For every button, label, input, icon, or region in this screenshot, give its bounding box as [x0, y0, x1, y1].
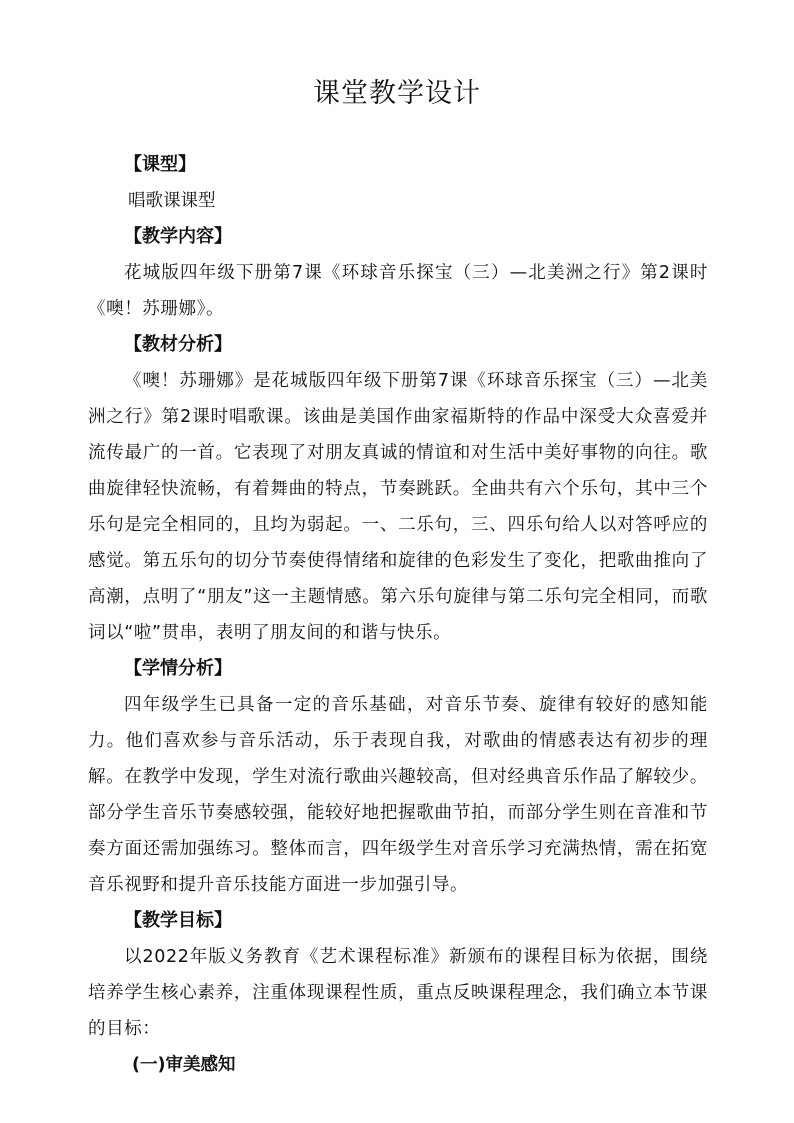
document-body	[88, 147, 708, 1083]
section-heading-students: 【学情分析】	[124, 658, 232, 679]
lesson-type-text: 唱歌课课型	[128, 191, 216, 211]
lesson-content-text: 花城版四年级下册第7课《环球音乐探宝（三）—北美洲之行》第2课时《噢！苏珊娜》。	[88, 263, 708, 319]
page-title: 课堂教学设计	[313, 78, 481, 109]
student-analysis-text: 四年级学生已具备一定的音乐基础，对音乐节奏、旋律有较好的感知能力。他们喜欢参与音乐活动，乐于表现自我，对歌曲的情感表达有初步的理解。在教学中发现，学生对流行歌曲兴趣较高，但对经典音乐作品了解较少。部分学生音乐节奏感较强，能较好地把握歌曲节拍，而部分学生则在音准和节奏方面还需加强练习。整体而言，四年级学生对音乐学习充满热情，需在拓宽音乐视野和提升音乐技能方面进一步加强引导。	[88, 695, 708, 895]
section-heading-material: 【教材分析】	[124, 334, 232, 355]
section-heading-content: 【教学内容】	[124, 226, 232, 247]
section-heading-goals: 【教学目标】	[124, 910, 232, 931]
teaching-goals-text: 以2022年版义务教育《艺术课程标准》新颁布的课程目标为依据，围绕培养学生核心素养，注重体现课程性质，重点反映课程理念，我们确立本节课的目标：	[88, 947, 708, 1039]
goal-subheading-aesthetic: (一)审美感知	[132, 1055, 236, 1075]
material-analysis-text: 《噢！苏珊娜》是花城版四年级下册第7课《环球音乐探宝（三）—北美洲之行》第2课时唱歌课。该曲是美国作曲家福斯特的作品中深受大众喜爱并流传最广的一首。它表现了对朋友真诚的情谊和对生活中美好事物的向往。歌曲旋律轻快流畅，有着舞曲的特点，节奏跳跃。全曲共有六个乐句，其中三个乐句是完全相同的，且均为弱起。一、二乐句，三、四乐句给人以对答呼应的感觉。第五乐句的切分节奏使得情绪和旋律的色彩发生了变化，把歌曲推向了高潮，点明了“朋友”这一主题情感。第六乐句旋律与第二乐句完全相同，而歌词以“啦”贯串，表明了朋友间的和谐与快乐。	[88, 371, 708, 643]
section-heading-type: 【课型】	[124, 154, 196, 175]
